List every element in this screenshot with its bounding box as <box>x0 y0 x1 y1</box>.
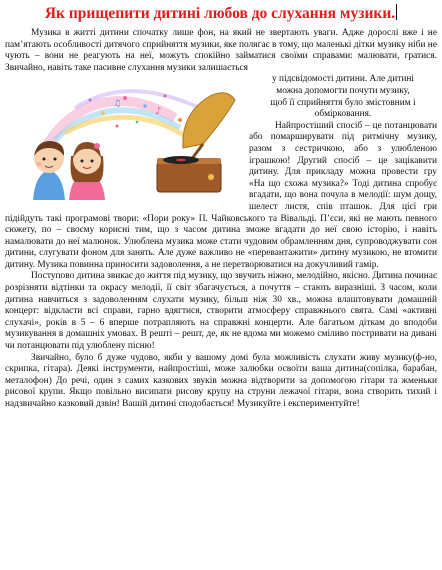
paragraph-listening: Поступово дитина звикає до життя під музику, що звучить ніжно, мелодійно, якісно. Дитина починає розрізняти відтінки та окрасу мелодії, її світ збагачується, а почуття – стають виразніші. З часом, коли дитина навчиться з задоволенням слухати музику, більш ніж 30 хв., можна влаштовувати домашній концерт: відкласти всі справи, гарно вдягтися, створити атмосферу справжнього свята. Самі «активні слухачі», років в 5 – 6 вперше потрапляють на справжні концерти. Але багатьом діткам до вподоби музикування в домашніх умовах. В решті – решт, де, як не вдома ми можемо сміливо постривати на дивані чи потанцювати під улюблену пісню! <box>5 271 437 352</box>
paragraph-intro-cont-d: обмірковання. <box>314 109 372 120</box>
svg-text:♫: ♫ <box>113 99 122 110</box>
paragraph-intro-cont-a: у підсвідомості дитини. Але дитині <box>271 74 415 85</box>
article-body <box>5 28 437 411</box>
svg-text:♪: ♪ <box>155 106 162 118</box>
music-swirl-icon <box>45 91 200 148</box>
paragraph-intro-cont-b: можна допомогти почути музику, <box>276 85 410 96</box>
paragraph-methods: Найпростіший спосіб – це потанцювати або помарширувати під ритмічну музику, разом з сестричкою, або з улюбленою іграшкою! Другий спосіб – це зацікавити дитину. Для прикладу можна провести гру «На що схожа музика?» Тоді дитина спробує вгадати, що вона почула в мелодії: шум дощу, шелест листя, спів пташок. Для цієї гри підійдуть такі програмові твори: «Пори року» П. Чайковського та Вівальді. П’єси, які не мають певного сюжету, по – своєму корисні тим, що з часом дитина зможе вгадати до неї свою історію, і навіть намалювати до неї малюнок. Улюблена музика може стати чудовим обрамленням дня, супроводжувати сон дитини, слугувати фоном для занять. Але дуже важливо не «перевантажити» дитину музикою, не втомити дитину. Музика повинна приносити задоволення, а не перетворюватися на докучливий гамір. <box>5 120 437 270</box>
paragraph-intro: Музика в житті дитини спочатку лише фон, на який не звертають уваги. Адже дорослі вже і не пам’ятають особливості дитячого сприйняття музики, яке полягає в тому, що маленькі дітки музику ніби не чують – вони не реагують на неї, можуть спокійно займатися своїми справами: малювати, гратися. Звичайно, навіть таке пасивне слухання музики залишається <box>5 28 437 73</box>
article-title <box>5 4 437 24</box>
text-cursor <box>396 4 397 20</box>
paragraph-live-music: Звичайно, було б дуже чудово, якби у вашому домі була можливість слухати живу музику(ф-но, скрипка, гітара). Деякі інструменти, найпростіші, може залюбки освоїти ваша дитина(сопілка, барабан, металофон) До речі, один з самих казкових звуків можна відтворити за допомогою гітари та жменьки рисової крупи. Якщо повільно висипати рисову крупу на струни лежачої гітари, вона створить тихий і надзвичайно казковий дзвін! Вашій дитині сподобається! Музикуйте і експериментуйте! <box>5 352 437 409</box>
paragraph-intro-cont-c: щоб її сприйняття було змістовним і <box>270 97 416 108</box>
girl-figure <box>69 142 105 200</box>
boy-figure <box>33 141 65 200</box>
children-listening-gramophone-illustration <box>5 78 243 204</box>
article-title-text: Як прищепити дитині любов до слухання музики. <box>44 5 396 22</box>
gramophone-icon <box>157 93 235 192</box>
